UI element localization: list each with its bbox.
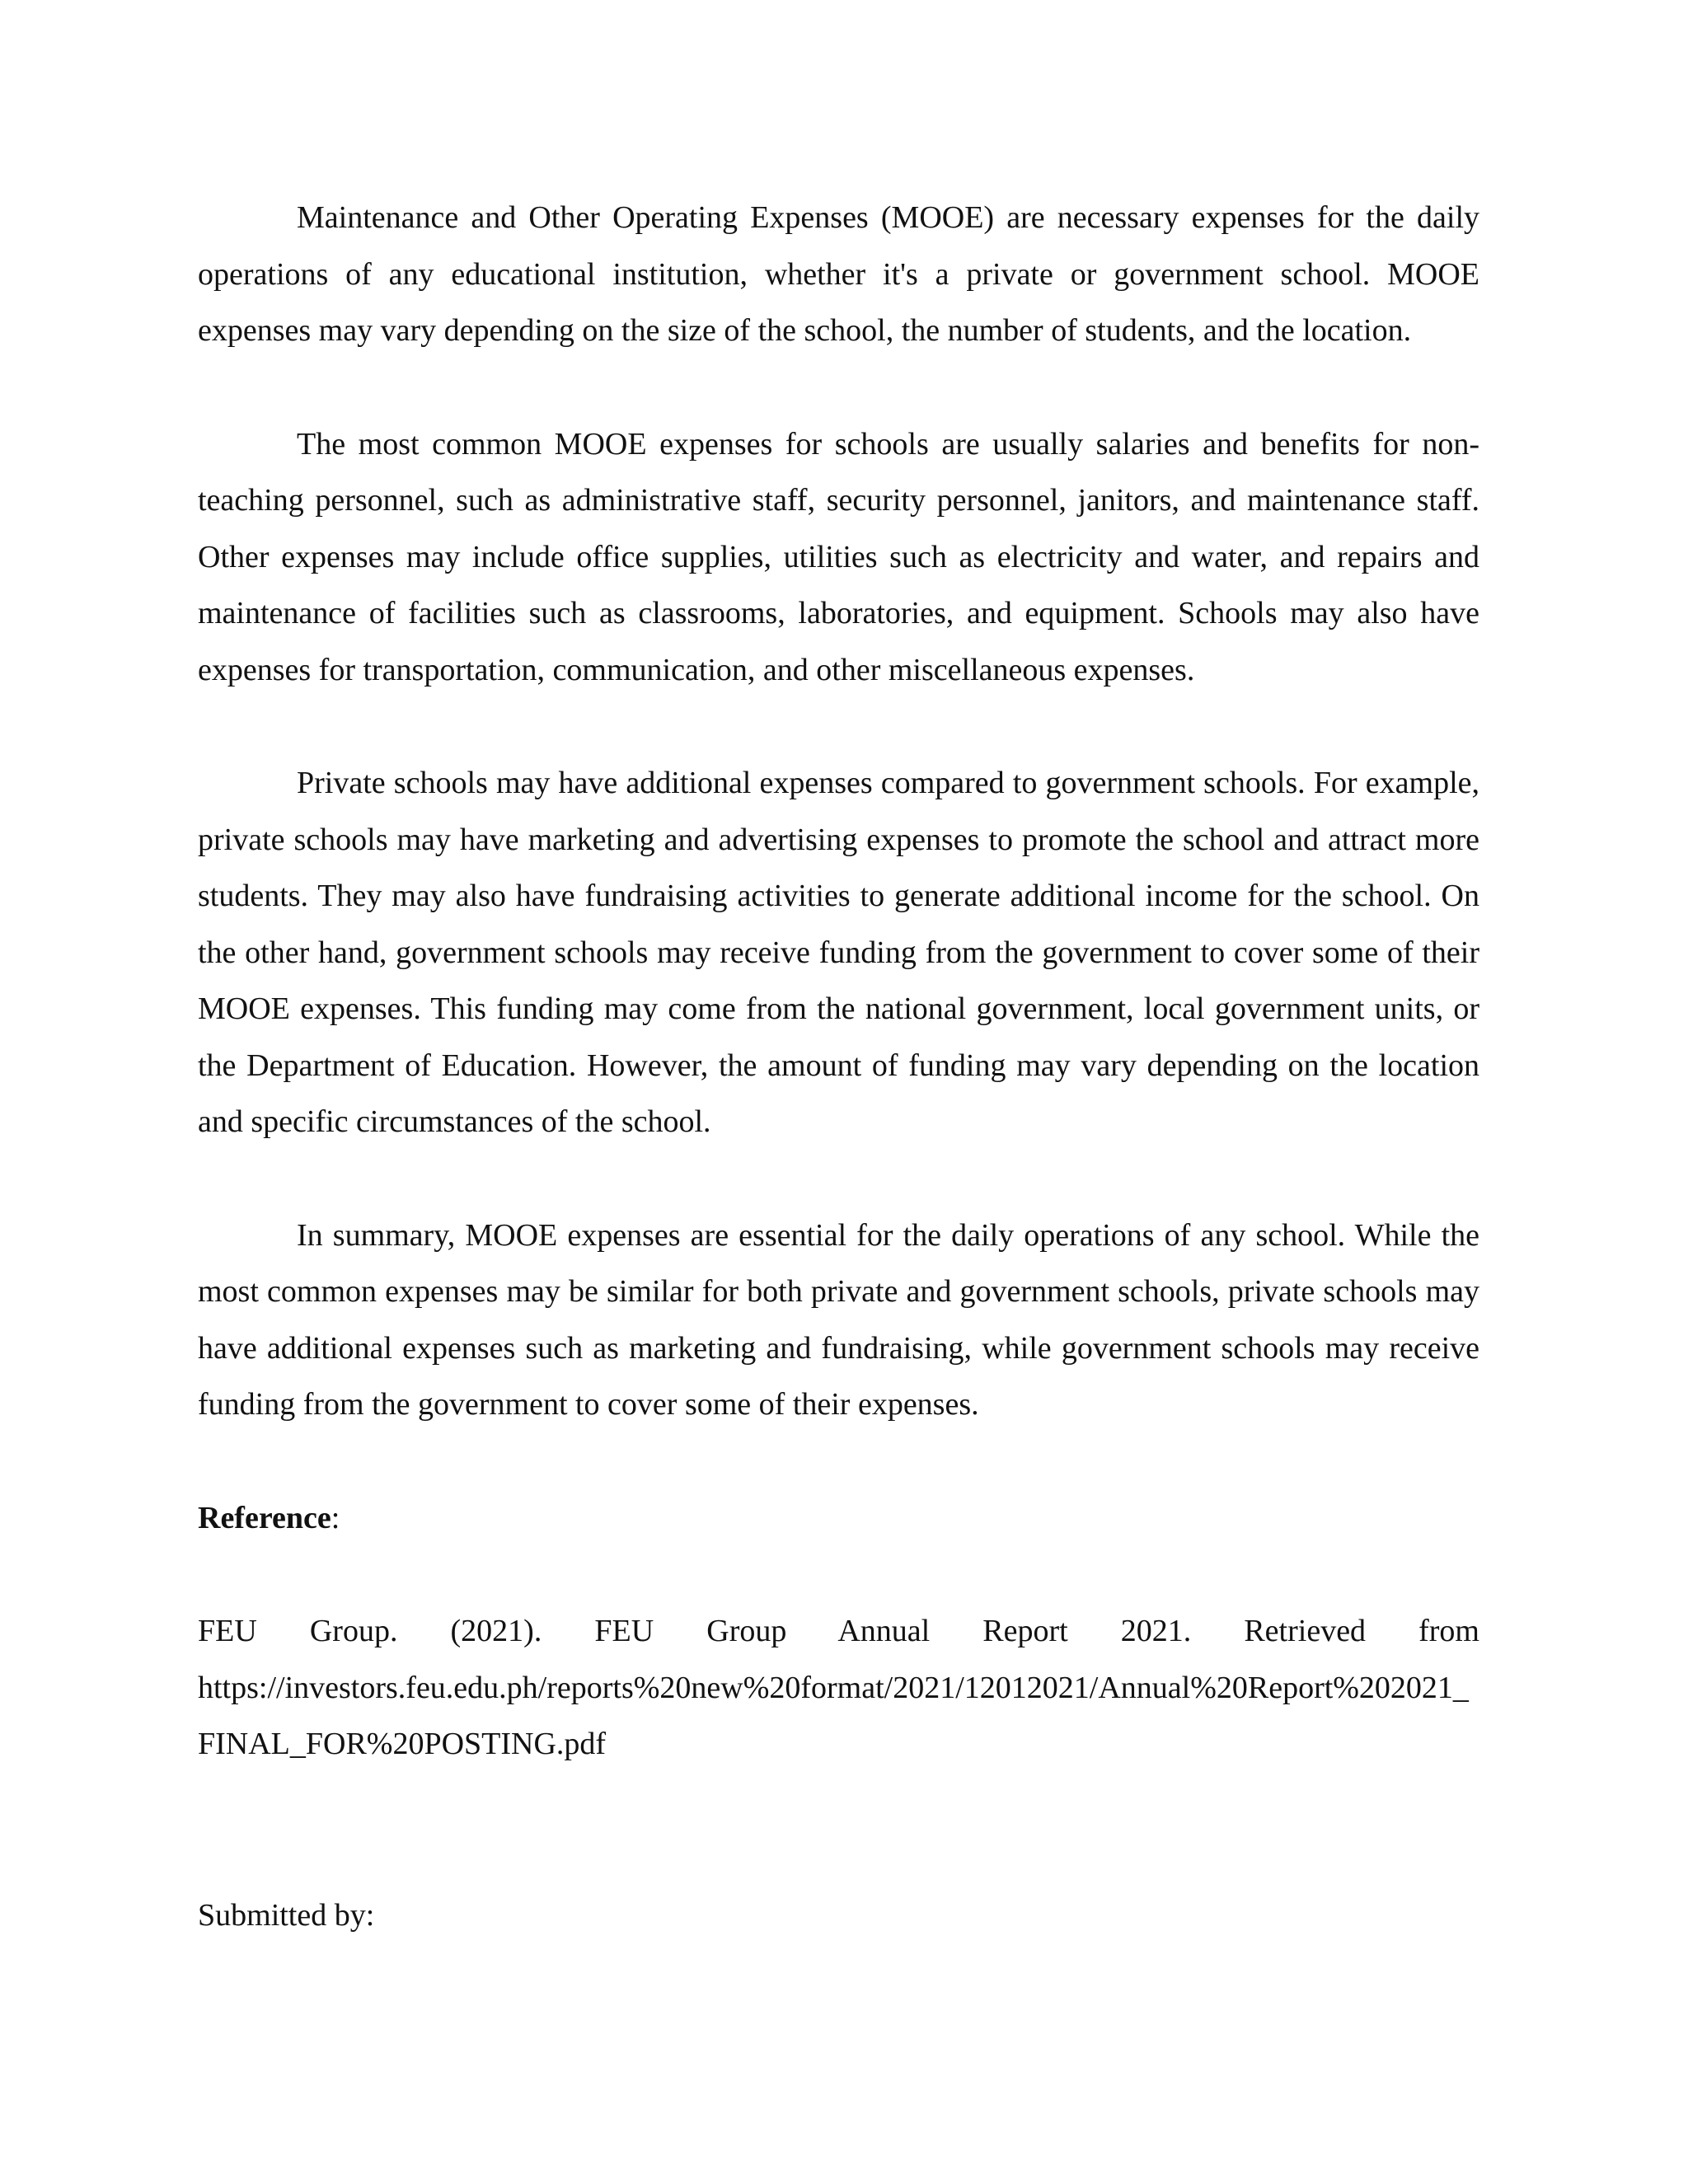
paragraph-common-expenses: The most common MOOE expenses for schools are usually salaries and benefits for non-teaching personnel, such as administrative staff, security personnel, janitors, and maintenance staff. Other expenses may include office supplies, utilities such as electricity and water, and repairs and maintenance of facilities such as classrooms, laboratories, and equipment. Schools may also have expenses for transportation, communication, and other miscellaneous expenses. bbox=[198, 426, 1479, 687]
reference-heading bbox=[198, 1490, 1479, 1547]
reference-url: https://investors.feu.edu.ph/reports%20new%20format/2021/12012021/Annual%20Report%202021_FINAL_FOR%20POSTING.pdf bbox=[198, 1670, 1469, 1761]
reference-entry bbox=[198, 1603, 1479, 1773]
paragraph-summary: In summary, MOOE expenses are essential for the daily operations of any school. While the most common expenses may be similar for both private and government schools, private schools may have additional expenses such as marketing and fundraising, while government schools may receive funding from the government to cover some of their expenses. bbox=[198, 1217, 1479, 1422]
reference-heading-label: Reference bbox=[198, 1500, 331, 1535]
submitted-by-label: Submitted by: bbox=[198, 1898, 375, 1933]
reference-citation: FEU Group. (2021). FEU Group Annual Report 2021. Retrieved from bbox=[198, 1614, 1479, 1648]
paragraph-private-vs-government: Private schools may have additional expenses compared to government schools. For example, private schools may have marketing and advertising expenses to promote the school and attract more students. They may also have fundraising activities to generate additional income for the school. On the other hand, government schools may receive funding from the government to cover some of their MOOE expenses. This funding may come from the national government, local government units, or the Department of Education. However, the amount of funding may vary depending on the location and specific circumstances of the school. bbox=[198, 766, 1479, 1139]
paragraph-mooe-intro: Maintenance and Other Operating Expenses (MOOE) are necessary expenses for the daily operations of any educational institution, whether it's a private or government school. MOOE expenses may vary depending on the size of the school, the number of students, and the location. bbox=[198, 200, 1479, 348]
reference-heading-colon: : bbox=[331, 1500, 340, 1535]
document-body bbox=[198, 190, 1479, 1773]
